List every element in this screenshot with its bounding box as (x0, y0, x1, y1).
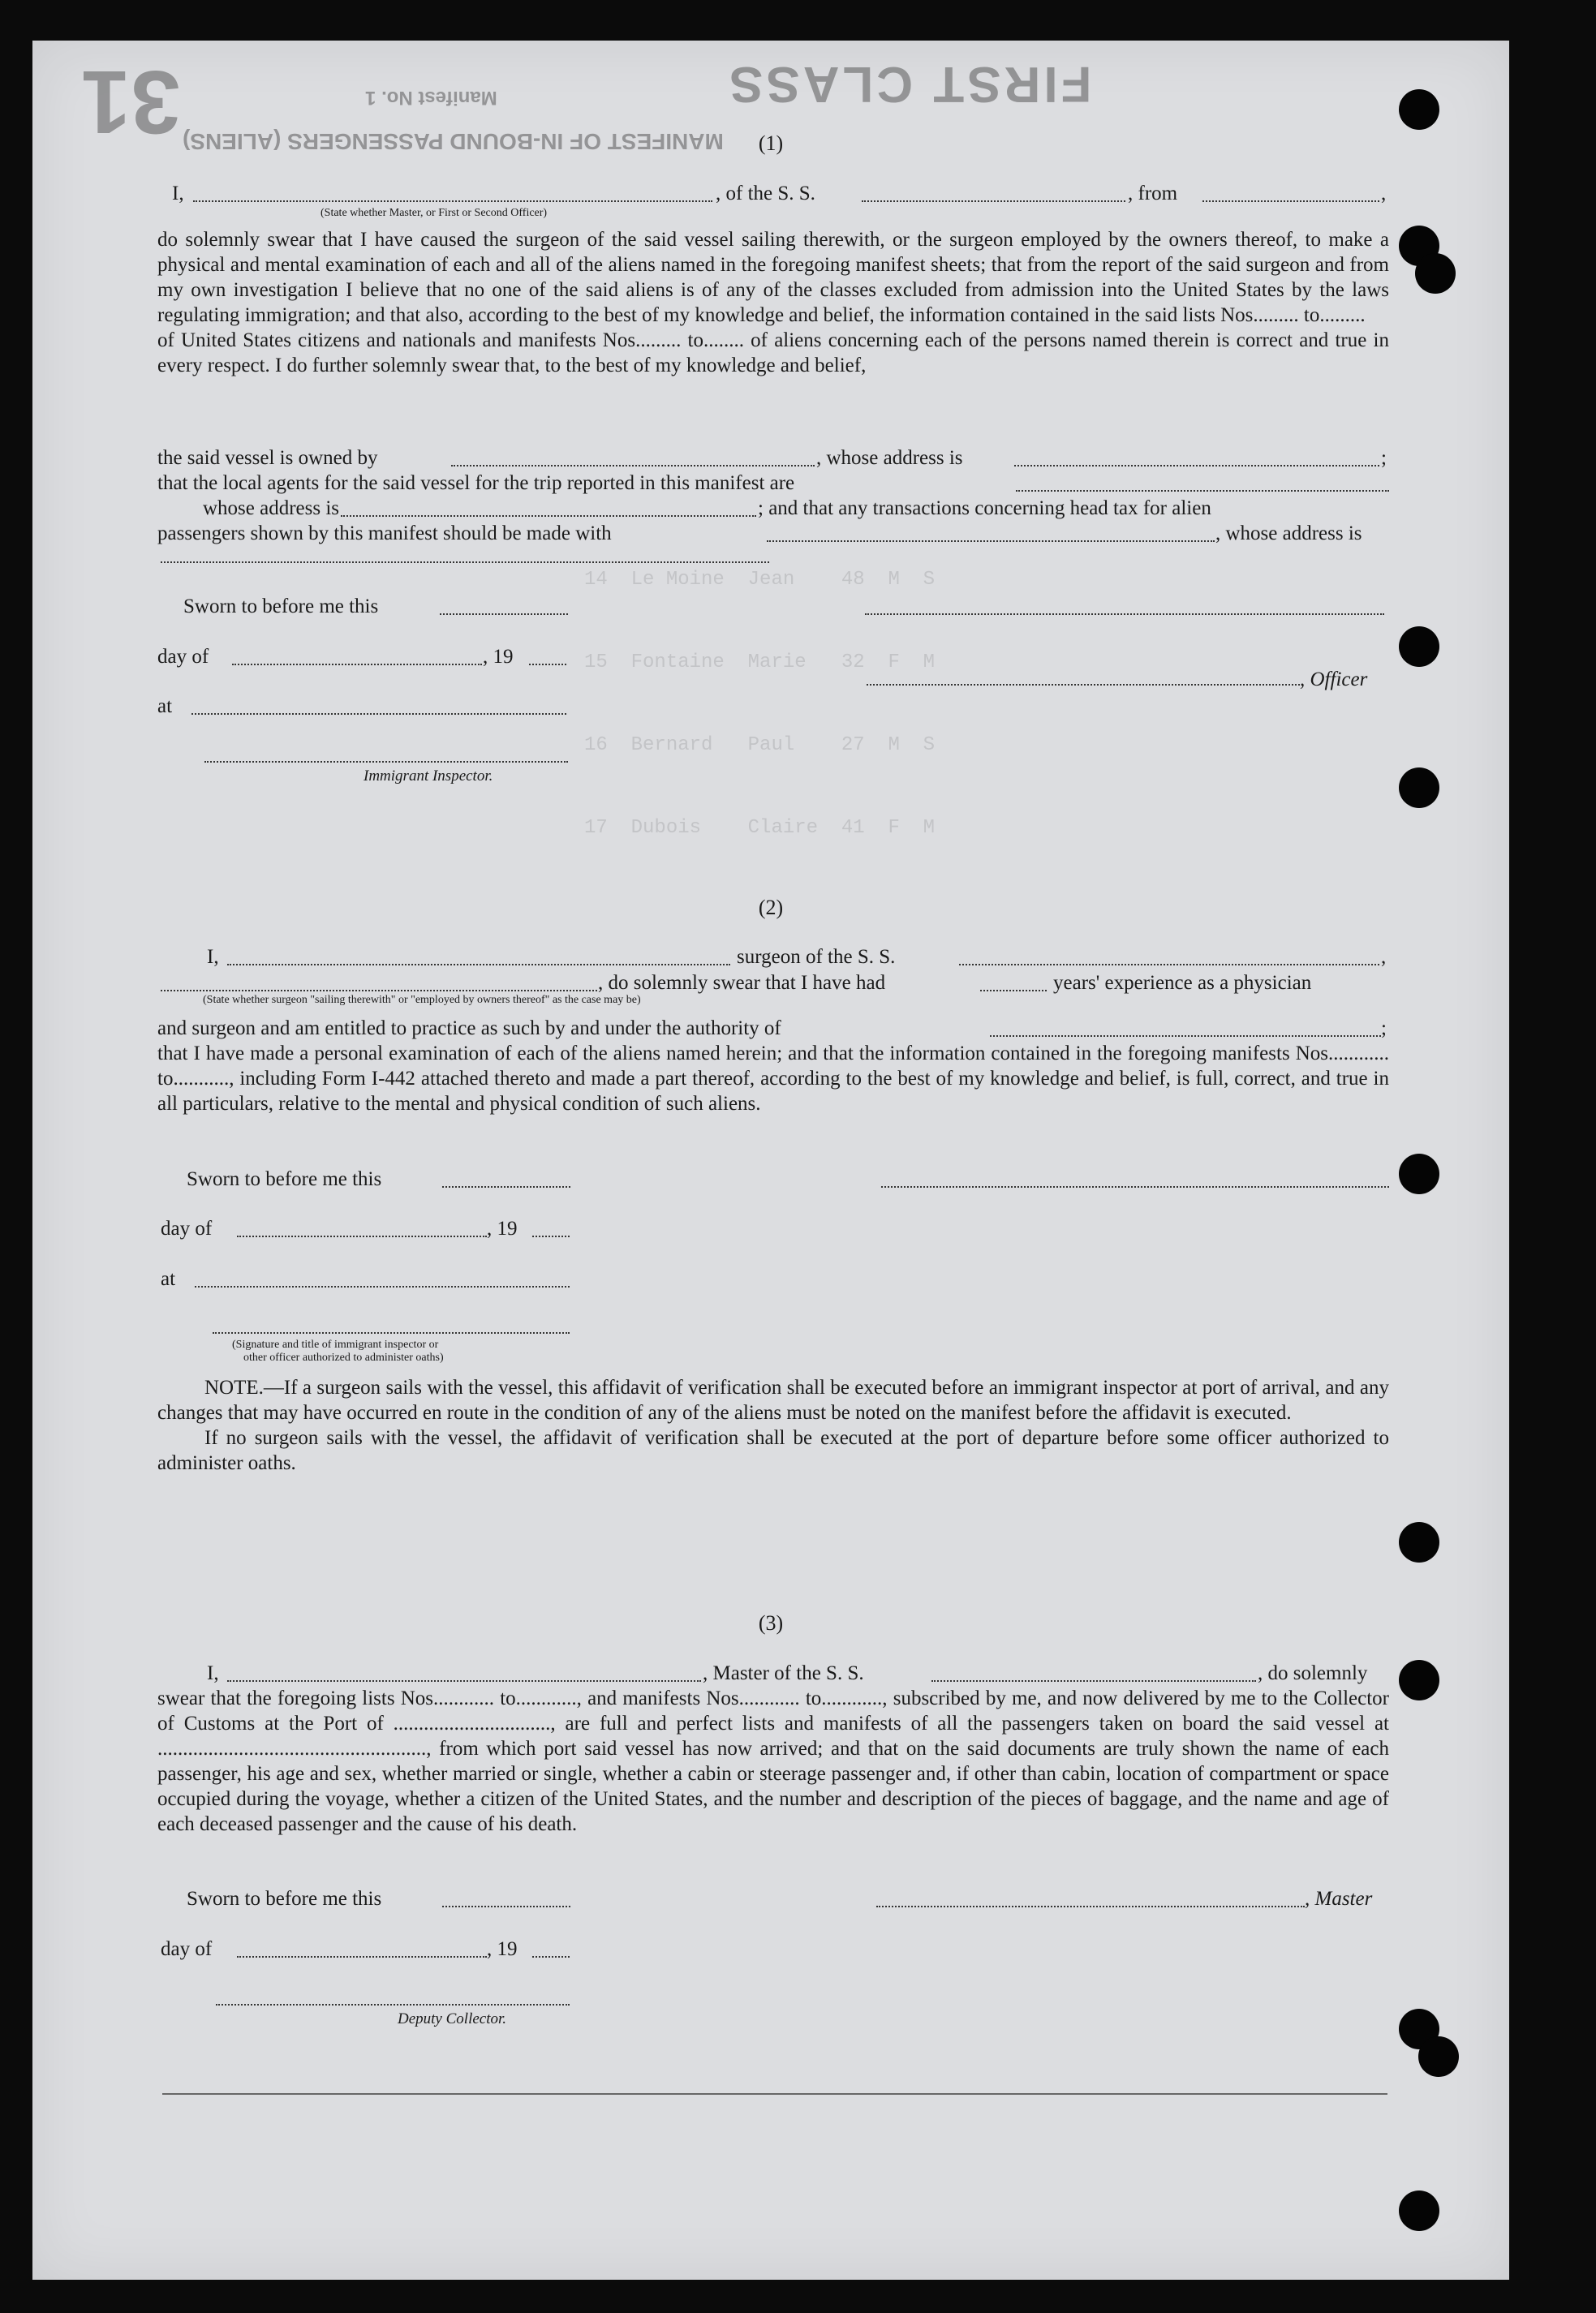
s1-day-blank (232, 664, 482, 665)
s1-sworn-label: Sworn to before me this (183, 595, 379, 617)
s1-agents-blank (1016, 490, 1389, 492)
bleed-through-rows (584, 511, 935, 897)
s3-oath-text (157, 1686, 1389, 1837)
s2-years-blank (980, 990, 1047, 991)
s1-day-label: day of (157, 646, 209, 668)
s2-oath-para: that I have made a personal examination of each of the aliens named herein; and that the information contained in the foregoing manifests Nos............ to..........., including Form I-442 attached thereto and made a part thereof, according to the best of my knowledge and belief, is full, correct, and true in all particulars, relative to the mental and physical condition of such aliens. (157, 1043, 1389, 1115)
s2-line1-i: I, (207, 946, 219, 968)
s2-ship-blank (959, 964, 1379, 965)
s3-sworn-label: Sworn to before me this (187, 1888, 382, 1910)
s3-line1-swear: , do solemnly (1258, 1662, 1368, 1684)
bleed-stamp-class: FIRST CLASS (726, 56, 1092, 112)
s2-line2-years: years' experience as a physician (1053, 972, 1312, 994)
punch-hole (1415, 253, 1456, 294)
s1-passengers-address: , whose address is (1215, 522, 1362, 544)
s2-name-blank (227, 964, 730, 965)
s1-inspector-blank (204, 761, 568, 763)
s3-collector-label: Deputy Collector. (398, 2010, 507, 2027)
s1-head-tax-text: ; and that any transactions concerning head tax for alien (758, 497, 1211, 519)
s1-owner-blank (451, 465, 815, 466)
s1-owned-label: the said vessel is owned by (157, 447, 378, 469)
s1-line1-ss: , of the S. S. (716, 183, 815, 204)
s1-ship-blank (862, 200, 1125, 202)
s1-owner-address-blank (1014, 465, 1379, 466)
s1-owned-end: ; (1381, 447, 1387, 469)
s2-signature-caption-1: (Signature and title of immigrant inspector or (232, 1339, 439, 1351)
s3-ship-blank (931, 1680, 1256, 1682)
s2-authority-end: ; (1381, 1017, 1387, 1039)
s1-oath-text (157, 227, 1389, 378)
s2-surgeon-caption: (State whether surgeon "sailing therewith" or "employed by owners thereof" as the case may be) (203, 994, 641, 1006)
s2-sworn-label: Sworn to before me this (187, 1168, 382, 1190)
s1-passengers-label: passengers shown by this manifest should be made with (157, 522, 612, 544)
s2-line1-end: , (1381, 946, 1387, 968)
s1-line1-i: I, (172, 183, 184, 204)
s2-note (157, 1375, 1389, 1476)
s3-year-blank (532, 1956, 570, 1958)
s3-collector-blank (216, 2004, 570, 2006)
bleed-stamp-manifest-no: Manifest No. 1 (365, 87, 497, 109)
s1-headtax-blank (767, 540, 1215, 542)
punch-hole (1399, 89, 1439, 130)
section-3-number: (3) (758, 1611, 784, 1635)
s1-headtax-address-blank (161, 561, 769, 563)
s1-sworn-blank (440, 613, 568, 615)
s2-line1-surgeon: surgeon of the S. S. (737, 946, 896, 968)
s2-inspector-blank (213, 1332, 570, 1334)
s3-master-label: , Master (1305, 1888, 1373, 1910)
s2-line2-swear: , do solemnly swear that I have had (598, 972, 886, 994)
s1-officer-label: , Officer (1300, 669, 1368, 690)
bleed-row: 15 Fontaine Marie 32 F M (584, 651, 936, 673)
section-1-number: (1) (758, 131, 784, 155)
s3-day-label: day of (161, 1938, 213, 1960)
bleed-row: 16 Bernard Paul 27 M S (584, 734, 936, 756)
s1-year-blank (529, 664, 566, 665)
s2-note-para1: NOTE.—If a surgeon sails with the vessel, this affidavit of verification shall be executed before an immigrant inspector at port of arrival, and any changes that may have occurred en route in the condition of any of the aliens must be noted on the manifest before the affidavit is executed. (157, 1377, 1389, 1424)
s3-line1-master: , Master of the S. S. (703, 1662, 864, 1684)
punch-hole (1399, 1154, 1439, 1194)
bleed-stamp-title: MANIFEST OF IN-BOUND PASSENGERS (ALIENS) (183, 129, 724, 154)
s2-sworn-blank (442, 1186, 570, 1188)
s1-inspector-label: Immigrant Inspector. (364, 767, 493, 785)
s1-whose-label: whose address is (203, 497, 340, 519)
s2-sailing-blank (161, 990, 597, 991)
s1-officer-blank (867, 684, 1300, 686)
s3-day-blank (237, 1956, 487, 1958)
punch-hole (1399, 1522, 1439, 1563)
s1-oath-para2: of United States citizens and nationals and manifests Nos......... to........ of aliens concerning each of the persons named therein is correct and true in every respect. I do further solemnly swear that, to the best of my knowledge and belief, (157, 329, 1389, 376)
s1-agents-address-blank (341, 515, 756, 517)
s1-line1-from: , from (1128, 183, 1178, 204)
s1-officer-caption: (State whether Master, or First or Second Officer) (320, 207, 548, 219)
s1-agents-label: that the local agents for the said vessel for the trip reported in this manifest are (157, 472, 795, 494)
s2-year-label: , 19 (487, 1218, 518, 1240)
s3-year-label: , 19 (487, 1938, 518, 1960)
s2-signature-caption-2: other officer authorized to administer oaths) (243, 1352, 444, 1364)
punch-hole (1399, 1660, 1439, 1700)
s2-oath-text (157, 1041, 1389, 1116)
s1-name-blank (193, 200, 712, 202)
punch-hole (1399, 626, 1439, 667)
s3-line1-i: I, (207, 1662, 219, 1684)
s2-year-blank (532, 1236, 570, 1237)
s3-master-blank (876, 1906, 1305, 1907)
s3-oath-para: swear that the foregoing lists Nos............ to............, and manifests Nos............ to............, subscribed by me, and now delivered by me to the Collector of Customs at the Port of ..............................., are full and perfect lists and manifests of all the passengers taken on board the said vessel at ....................................................., from which port said vessel has now arrived; and that on the said documents are truly shown the name of each passenger, his age and sex, whether married or single, whether a cabin or steerage passenger and, if other than cabin, location of compartment or space occupied during the voyage, whether a citizen of the United States, and the number and description of the pieces of baggage, and the name and age of each deceased passenger and the cause of his death. (157, 1687, 1389, 1835)
bottom-rule (162, 2093, 1387, 2095)
punch-hole (1399, 2190, 1439, 2231)
s2-at-label: at (161, 1268, 176, 1290)
bleed-row: 14 Le Moine Jean 48 M S (584, 569, 936, 591)
s3-sworn-blank (442, 1906, 570, 1907)
s2-authority-blank (990, 1035, 1381, 1037)
document-page (32, 41, 1509, 2280)
s1-year-label: , 19 (483, 646, 514, 668)
s1-at-label: at (157, 695, 173, 717)
bleed-stamp-number: 31 (81, 52, 181, 152)
s1-at-blank (191, 713, 566, 715)
s1-from-blank (1202, 200, 1379, 202)
punch-hole (1399, 767, 1439, 808)
s3-name-blank (227, 1680, 701, 1682)
s2-day-label: day of (161, 1218, 213, 1240)
s1-owned-address: , whose address is (816, 447, 963, 469)
s2-authority-label: and surgeon and am entitled to practice as such by and under the authority of (157, 1017, 781, 1039)
punch-hole (1418, 2036, 1459, 2077)
s2-signature-blank (881, 1186, 1389, 1188)
section-2-number: (2) (758, 896, 784, 919)
s2-at-blank (195, 1286, 570, 1288)
s2-note-para2: If no surgeon sails with the vessel, the affidavit of verification shall be executed at the port of departure before some officer authorized to administer oaths. (157, 1427, 1389, 1474)
s1-signature-blank (865, 613, 1384, 615)
s1-oath-para1: do solemnly swear that I have caused the surgeon of the said vessel sailing therewith, or the surgeon employed by the owners thereof, to make a physical and mental examination of each and all of the aliens named in the foregoing manifest sheets; that from the report of the said surgeon and from my own investigation I believe that no one of the said aliens is of any of the classes excluded from admission into the United States by the laws regulating immigration; and that also, according to the best of my knowledge and belief, the information contained in the said lists Nos......... to......... (157, 229, 1389, 326)
s1-line1-end: , (1381, 183, 1387, 204)
bleed-row: 17 Dubois Claire 41 F M (584, 817, 936, 839)
s2-day-blank (237, 1236, 487, 1237)
